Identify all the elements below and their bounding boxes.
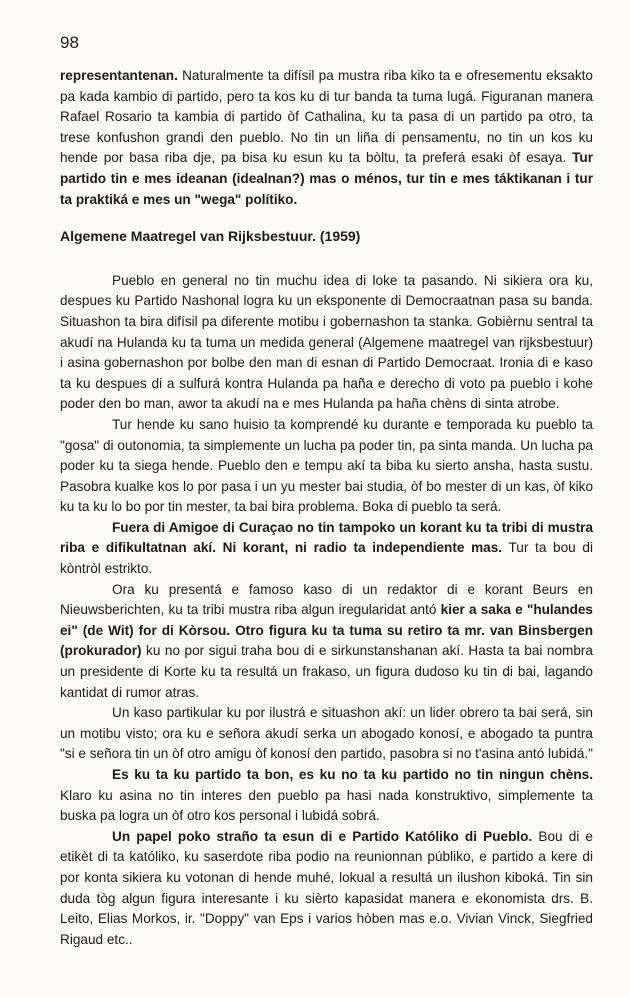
bold-run: Fuera di Amigoe di Curaçao no tin tampoko un korant ku ta tribi di mustra riba e difikultatnan akí. Ni korant, ni radio ta independiente mas. — [60, 519, 593, 556]
paragraph-6: Un kaso partikular ku por ilustrá e situashon akí: un lider obrero ta bai será, sin un motibu visto; ora ku e señora akudí serka un abogado konosí, e abogado ta puntra "si e señora tin un òf otro amigu òf konosí den partido, pasobra si no t'asina antó lubidá." — [60, 705, 593, 762]
paragraph-1 — [60, 66, 593, 210]
paragraph-2: Pueblo en general no tin muchu idea di loke ta pasando. Ni sikiera ora ku, despues ku Partido Nashonal logra ku un eksponente di Democraatnan pasa su banda. Situashon ta bira difísil pa diferente motibu i gobernashon ta stanka. Gobièrnu sentral ta akudí na Hulanda ku ta tuma un medida general (Algemene maatregel van rijksbestuur) i asina gobernashon por bolbe den man di esnan di Partido Democraat. Ironia di e kaso ta ku despues di a sulfurá kontra Hulanda pa haña e derecho di voto pa pueblo i kohe poder den bo man, awor ta akudí na e mes Hulanda pa haña chèns di sinta atrobe. — [60, 272, 593, 412]
body-text — [60, 66, 593, 950]
paragraph-7 — [60, 765, 593, 827]
text-run: Tur ta bou di kòntròl estrikto. — [60, 540, 593, 577]
paragraph-8 — [60, 827, 593, 951]
paragraph-4 — [60, 518, 593, 580]
bold-run: Tur partido tin e mes ideanan (idealnan?) mas o ménos, tur tin e mes táktikanan i tur ta praktiká e mes un "wega" polítiko. — [60, 150, 593, 207]
text-run: Bou di e etikèt di ta katóliko, ku saserdote riba podio na reunionnan públiko, e partido a kere di por konta sikiera ku votonan di hende muhé, lokual a resultá un ilushon kiboká. Tin sin duda tòg algun figura interesante i ku sièrto kapasidat manera e ekonomista drs. B. Leito, Elias Morkos, ir. "Doppy" van Eps i varios hòben mas e.o. Vivian Vinck, Siegfried Rigaud etc.. — [60, 828, 593, 947]
text-run: ku no por sigui traha bou di e sirkunstanshanan akí. Hasta ta bai nombra un presidente di Korte ku ta resultá un frakaso, un figura dudoso ku tin di bai, lagando kantidat di rumor atras. — [60, 643, 593, 700]
paragraph-5 — [60, 580, 593, 704]
bold-run: Es ku ta ku partido ta bon, es ku no ta ku partido no tin ningun chèns. — [112, 767, 593, 782]
text-run: Ora ku presentá e famoso kaso di un redaktor di e korant Beurs en Nieuwsberichten, ku ta tribi mustra riba algun iregularidat antó — [60, 581, 593, 618]
section-heading: Algemene Maatregel van Rijksbestuur. (1959) — [60, 228, 361, 245]
page-number: 98 — [60, 33, 79, 52]
text-run: Klaro ku asina no tin interes den pueblo pa hasi nada konstruktivo, simplemente ta buska pa logra un òf otro kos personal i lubidá sobrá. — [60, 787, 593, 824]
bold-run: kier a saka e "hulandes ei" (de Wit) for di Kòrsou. Otro figura ku ta tuma su retiro ta mr. van Binsbergen (prokurador) — [60, 602, 593, 659]
paragraph-3: Tur hende ku sano huisio ta komprendé ku durante e temporada ku pueblo ta "gosa" di outonomia, ta simplemente un lucha pa poder tin, pa sinta manda. Un lucha pa poder ku ta siega hende. Pueblo den e tempu akí ta biba ku sierto ansha, hasta sustu. Pasobra kualke kos lo por pasa i un yu mester bai studia, òf bo mester di un kas, òf kiko ku ta ku lo bo por tin mester, ta bai bira problema. Boka di pueblo ta será. — [60, 416, 593, 515]
bold-run: representantenan. — [60, 68, 178, 83]
text-run: Naturalmente ta difísil pa mustra riba kiko ta e ofresementu eksakto pa kada kambio di partido, pero ta kos ku di tur banda ta tuma lugá. Figuranan manera Rafael Rosario ta kambia di partido òf Cathalina, ku ta pasa di un partido pa otro, ta trese konfushon grandi den pueblo. No tin un liña di pensamentu, no tin un kos ku hende por basa riba dje, pa bisa ku esun ku ta bòltu, ta preferá esaki òf esaya. — [60, 68, 593, 166]
bold-run: Un papel poko straño ta esun di e Partido Katóliko di Pueblo. — [112, 828, 533, 844]
